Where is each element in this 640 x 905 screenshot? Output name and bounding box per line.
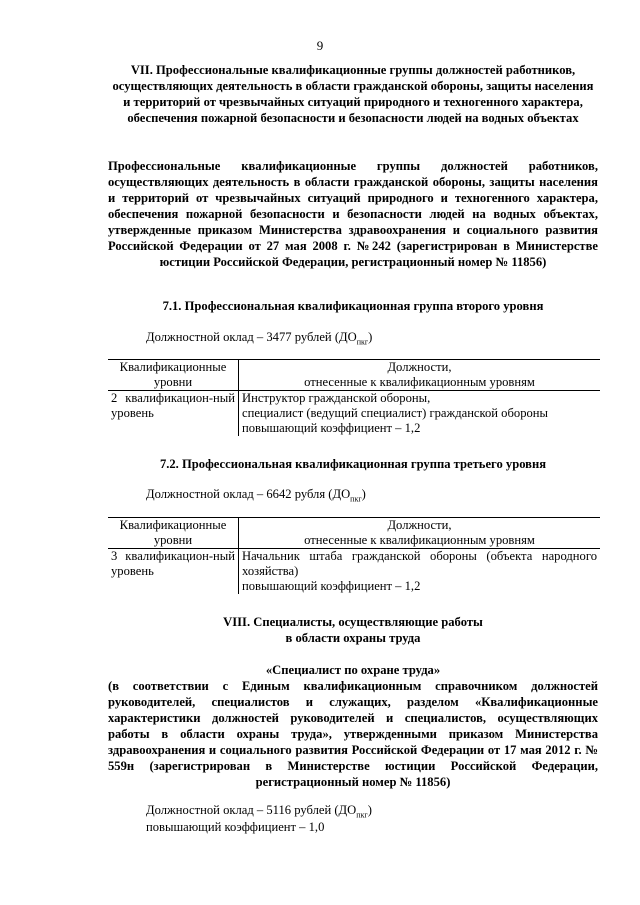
col-header-levels: Квалификационные уровни [108,518,239,549]
position-line: специалист (ведущий специалист) гражданской обороны [242,406,548,420]
positions-cell [239,549,601,595]
salary-close: ) [367,803,372,817]
section-8-coefficient: повышающий коэффициент – 1,0 [146,820,325,834]
section-7-heading: VII. Профессиональные квалификационные группы должностей работников, осуществляющих деятельность в области гражданской обороны, защиты населения и территорий от чрезвычайных ситуаций природного и техногенного характера, обеспечения пожарной безопасности и безопасности людей на водных объектах [112,63,594,125]
group-7-2-table [108,517,600,594]
salary-subscript: пкг [356,337,369,347]
group-7-1-table [108,359,600,436]
salary-close: ) [368,330,373,344]
group-7-1-salary [146,330,372,347]
coefficient-line: повышающий коэффициент – 1,2 [242,421,421,435]
col-header-line: Должности, [387,518,452,532]
qualification-level: 3 квалификацион-ный уровень [108,549,239,595]
salary-text: Должностной оклад – 5116 рублей (ДО [146,803,357,817]
table-header-row [108,360,600,391]
section-7-intro: Профессиональные квалификационные группы должностей работников, осуществляющих деятельность в области гражданской обороны, защиты населения и территорий от чрезвычайных ситуаций природного и техногенного характера, обеспечения пожарной безопасности и безопасности людей на водных объектах, утвержденные приказом Министерства здравоохранения и социального развития Российской Федерации от 27 мая 2008 г. №242 (зарегистрирован в Министерстве юстиции Российской Федерации, регистрационный номер № 11856) [108,159,598,269]
salary-subscript: пкг [350,494,362,504]
col-header-positions [239,360,601,391]
col-header-line: отнесенные к квалификационным уровням [304,375,535,389]
qualification-level: 2 квалификацион-ный уровень [108,391,239,437]
col-header-line: Должности, [387,360,452,374]
col-header-positions [239,518,601,549]
section-8-salary [146,803,372,820]
salary-close: ) [361,487,366,501]
heading-line: VIII. Специалисты, осуществляющие работы [223,615,483,629]
salary-text: Должностной оклад – 3477 рублей (ДО [146,330,357,344]
group-7-2-title: 7.2. Профессиональная квалификационная группа третьего уровня [159,457,547,471]
positions-cell [239,391,601,437]
coefficient-line: повышающий коэффициент – 1,2 [242,579,421,593]
heading-line: в области охраны труда [285,631,421,645]
group-7-2-salary [146,487,366,504]
position-line: Начальник штаба гражданской обороны (объекта народного хозяйства) [242,549,597,578]
specialist-title: «Специалист по охране труда» [265,663,441,677]
specialist-reference: (в соответствии с Единым квалификационным справочником должностей руководителей, специалистов и служащих, разделом «Квалификационные характеристики должностей руководителей и специалистов, осуществляющих работы в области охраны труда», утвержденными приказом Министерства здравоохранения и социального развития Российской Федерации от 17 мая 2012 г. № 559н (зарегистрирован в Министерстве юстиции Российской Федерации, регистрационный номер № 11856) [108,679,598,789]
section-8-heading [108,614,598,646]
page-number: 9 [316,38,324,53]
table-row [108,549,600,595]
table-header-row [108,518,600,549]
group-7-1-title: 7.1. Профессиональная квалификационная группа второго уровня [162,299,544,313]
salary-subscript: пкг [356,810,368,820]
col-header-levels: Квалификационные уровни [108,360,239,391]
position-line: Инструктор гражданской обороны, [242,391,431,405]
col-header-line: отнесенные к квалификационным уровням [304,533,535,547]
table-row [108,391,600,437]
salary-text: Должностной оклад – 6642 рубля (ДО [146,487,351,501]
